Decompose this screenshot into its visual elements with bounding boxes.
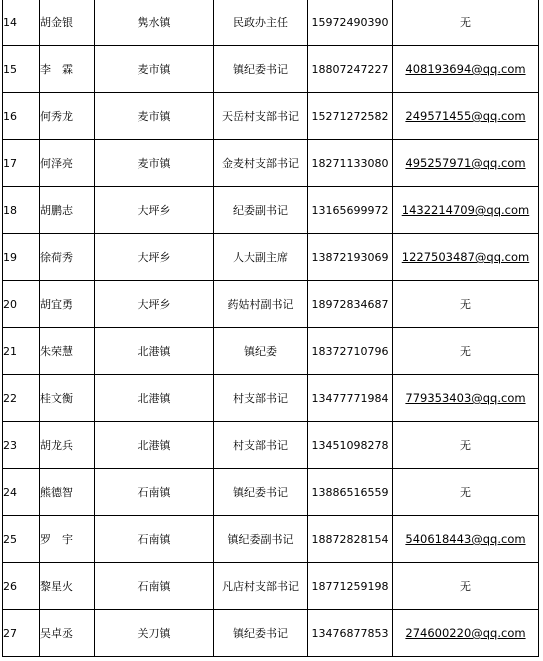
job-title: [214, 375, 308, 422]
row-number: 21: [3, 328, 40, 375]
town-name: 大坪乡: [95, 281, 214, 328]
phone-number: 18271133080: [308, 140, 393, 187]
town-name: 麦市镇: [95, 93, 214, 140]
person-name: 胡龙兵: [40, 422, 95, 469]
email-link[interactable]: 274600220@qq.com: [405, 626, 526, 640]
job-title: [214, 422, 308, 469]
phone-number: 15972490390: [308, 0, 393, 46]
person-name: 熊德智: [40, 469, 95, 516]
person-name: 何秀龙: [40, 93, 95, 140]
job-title: [214, 516, 308, 563]
job-title-text: 纪委副书记: [233, 204, 288, 217]
job-title-text: 镇纪委书记: [233, 486, 288, 499]
job-title-text: 民政办主任: [233, 16, 288, 29]
row-number: 22: [3, 375, 40, 422]
job-title-text: 镇纪委书记: [233, 63, 288, 76]
row-number: 18: [3, 187, 40, 234]
phone-number: 18771259198: [308, 563, 393, 610]
email-cell: [393, 0, 539, 46]
town-name: 隽水镇: [95, 0, 214, 46]
town-name: 北港镇: [95, 422, 214, 469]
email-link[interactable]: 495257971@qq.com: [405, 156, 526, 170]
town-name: 麦市镇: [95, 140, 214, 187]
table-row: [3, 46, 539, 93]
town-name: 大坪乡: [95, 187, 214, 234]
email-cell: [393, 187, 539, 234]
job-title: [214, 0, 308, 46]
row-number: 16: [3, 93, 40, 140]
email-none-text: 无: [460, 580, 471, 593]
job-title: [214, 328, 308, 375]
phone-number: 18872828154: [308, 516, 393, 563]
table-row: [3, 281, 539, 328]
job-title: [214, 140, 308, 187]
job-title-text: 村支部书记: [233, 392, 288, 405]
town-name: 关刀镇: [95, 610, 214, 657]
person-name: 黎星火: [40, 563, 95, 610]
job-title: [214, 563, 308, 610]
email-cell: [393, 234, 539, 281]
email-link[interactable]: 540618443@qq.com: [405, 532, 526, 546]
contact-table: [2, 0, 539, 657]
email-cell: [393, 563, 539, 610]
person-name: 何泽亮: [40, 140, 95, 187]
job-title: [214, 187, 308, 234]
row-number: 20: [3, 281, 40, 328]
email-none-text: 无: [460, 298, 471, 311]
job-title-text: 天岳村支部书记: [222, 110, 299, 123]
town-name: 北港镇: [95, 375, 214, 422]
job-title-text: 凡店村支部书记: [222, 580, 299, 593]
row-number: 26: [3, 563, 40, 610]
town-name: 北港镇: [95, 328, 214, 375]
email-link[interactable]: 1227503487@qq.com: [401, 250, 530, 264]
town-name: 石南镇: [95, 563, 214, 610]
person-name: 吴卓丞: [40, 610, 95, 657]
job-title: [214, 93, 308, 140]
email-cell: [393, 516, 539, 563]
email-cell: [393, 140, 539, 187]
phone-number: 13872193069: [308, 234, 393, 281]
email-cell: [393, 93, 539, 140]
email-cell: [393, 46, 539, 93]
phone-number: 18807247227: [308, 46, 393, 93]
email-link[interactable]: 249571455@qq.com: [405, 109, 526, 123]
person-name: 桂文衡: [40, 375, 95, 422]
job-title-text: 金麦村支部书记: [222, 157, 299, 170]
email-cell: [393, 610, 539, 657]
table-row: [3, 516, 539, 563]
row-number: 14: [3, 0, 40, 46]
table-row: [3, 140, 539, 187]
email-cell: [393, 281, 539, 328]
phone-number: 13165699972: [308, 187, 393, 234]
person-name: 徐荷秀: [40, 234, 95, 281]
row-number: 15: [3, 46, 40, 93]
table-row: [3, 328, 539, 375]
table-row: [3, 610, 539, 657]
job-title-text: 镇纪委: [244, 345, 277, 358]
email-none-text: 无: [460, 16, 471, 29]
job-title: [214, 234, 308, 281]
person-name: 胡金银: [40, 0, 95, 46]
email-cell: [393, 375, 539, 422]
table-row: [3, 422, 539, 469]
email-cell: [393, 422, 539, 469]
phone-number: 18972834687: [308, 281, 393, 328]
job-title: [214, 46, 308, 93]
job-title-text: 药姑村副书记: [227, 298, 294, 311]
table-row: [3, 93, 539, 140]
phone-number: 13451098278: [308, 422, 393, 469]
email-cell: [393, 469, 539, 516]
row-number: 23: [3, 422, 40, 469]
town-name: 麦市镇: [95, 46, 214, 93]
person-name: 李 霖: [40, 46, 95, 93]
table-row: [3, 375, 539, 422]
row-number: 25: [3, 516, 40, 563]
job-title: [214, 281, 308, 328]
person-name: 胡宜勇: [40, 281, 95, 328]
phone-number: 18372710796: [308, 328, 393, 375]
town-name: 石南镇: [95, 469, 214, 516]
email-none-text: 无: [460, 486, 471, 499]
phone-number: 15271272582: [308, 93, 393, 140]
row-number: 19: [3, 234, 40, 281]
email-link[interactable]: 1432214709@qq.com: [401, 203, 530, 217]
table-row: [3, 0, 539, 46]
person-name: 胡鹏志: [40, 187, 95, 234]
job-title-text: 村支部书记: [233, 439, 288, 452]
phone-number: 13476877853: [308, 610, 393, 657]
person-name: 朱荣慧: [40, 328, 95, 375]
email-link[interactable]: 408193694@qq.com: [405, 62, 526, 76]
phone-number: 13477771984: [308, 375, 393, 422]
town-name: 大坪乡: [95, 234, 214, 281]
phone-number: 13886516559: [308, 469, 393, 516]
job-title-text: 人大副主席: [233, 251, 288, 264]
person-name: 罗 宇: [40, 516, 95, 563]
job-title: [214, 610, 308, 657]
email-cell: [393, 328, 539, 375]
job-title: [214, 469, 308, 516]
job-title-text: 镇纪委副书记: [227, 533, 294, 546]
row-number: 17: [3, 140, 40, 187]
table-row: [3, 469, 539, 516]
table-row: [3, 563, 539, 610]
job-title-text: 镇纪委书记: [233, 627, 288, 640]
email-none-text: 无: [460, 345, 471, 358]
row-number: 24: [3, 469, 40, 516]
row-number: 27: [3, 610, 40, 657]
town-name: 石南镇: [95, 516, 214, 563]
table-row: [3, 234, 539, 281]
email-link[interactable]: 779353403@qq.com: [405, 391, 526, 405]
email-none-text: 无: [460, 439, 471, 452]
table-row: [3, 187, 539, 234]
